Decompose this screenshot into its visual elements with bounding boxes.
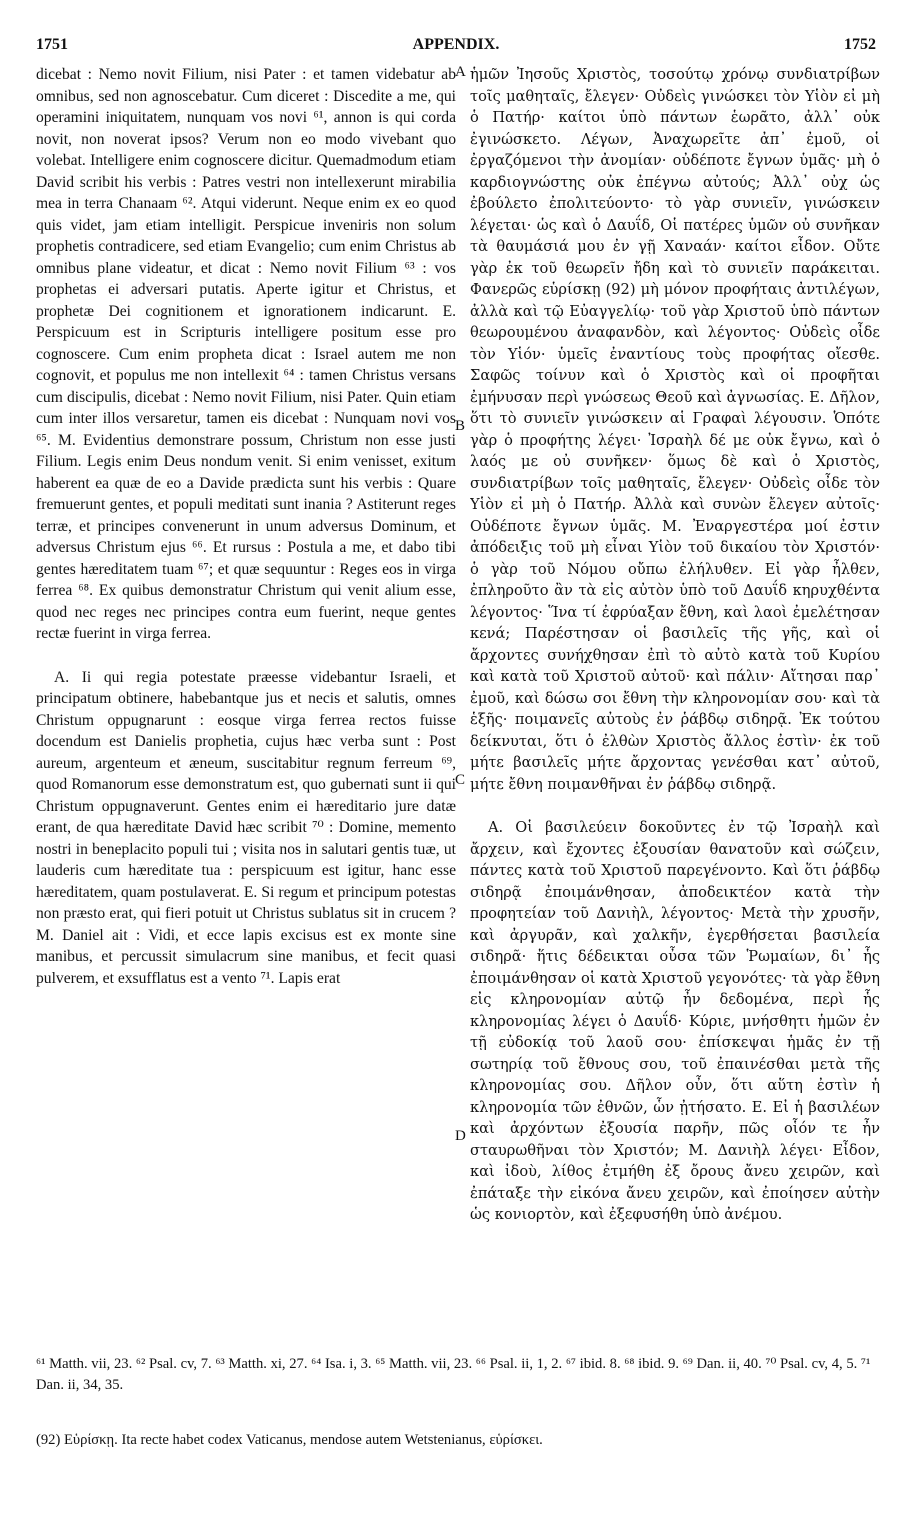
margin-letter-d: D bbox=[455, 1128, 466, 1144]
latin-paragraph-1: dicebat : Nemo novit Filium, nisi Pater : et tamen videbatur ab omnibus, sed non agnoscebatur. Cum diceret : Discedite a me, qui operamini iniquitatem, nunquam vos novi ⁶¹, annon is qui corda novit, non noverat ipsos? Verum non eo modo vivebant quo volebat. Intelligere enim cognoscere dicitur. Quemadmodum etiam David scribit his verbis : Patres vestri non intellexerunt mirabilia mea in terra Chanaam ⁶². Atqui viderunt. Neque enim ex eo quod quis videt, jam etiam intelligit. Perspicue inveniris non solum prophetis contradicere, sed etiam Evangelio; cum enim Christus ab omnibus plane videatur, et dicat : Nemo novit Filium ⁶³ : vos prophetas ei adversari putatis. Aperte igitur et Christus, et prophetæ Dei cognitionem et ignorationem indicarunt. E. Perspicuum est in Scripturis intelligere positum esse pro cognoscere. Cum enim propheta dicat : Israel autem me non cognovit, et populus me non intellexit ⁶⁴ : tamen Christus versans cum discipulis, dicebat : Nemo novit Filium, nisi Pater. Quin etiam cum inter illos versaretur, tamen eis dicebat : Nunquam novi vos ⁶⁵. M. Evidentius demonstrare possum, Christum non esse justi Filium. Legis enim Deus nondum venit. Si enim venisset, exitum haberent ea quæ de eo a Davide prædicta sunt his verbis : Quare fremuerunt gentes, et populi meditati sunt inania ? Astiterunt reges terræ, et principes convenerunt in unum adversus Dominum, et adversus Christum ejus ⁶⁶. Et rursus : Postula a me, et dabo tibi gentes hæreditatem tuam ⁶⁷; et quæ sequuntur : Reges eos in virga ferrea ⁶⁸. Ex quibus demonstratur Christum qui venit alium esse, quod nec reges nec principes contra eum fuerint, neque gentes rectæ fuerint in virga ferrea. bbox=[36, 66, 456, 642]
margin-letter-a: A bbox=[455, 64, 466, 80]
latin-column bbox=[36, 64, 456, 1346]
margin-letters bbox=[455, 0, 471, 1540]
greek-column bbox=[470, 64, 880, 1346]
footnote-references: ⁶¹ Matth. vii, 23. ⁶² Psal. cv, 7. ⁶³ Matth. xi, 27. ⁶⁴ Isa. i, 3. ⁶⁵ Matth. vii, 23. ⁶⁶ Psal. ii, 1, 2. ⁶⁷ ibid. 8. ⁶⁸ ibid. 9. ⁶⁹ Dan. ii, 40. ⁷⁰ Psal. cv, 4, 5. ⁷¹ Dan. ii, 34, 35. bbox=[36, 1356, 871, 1393]
greek-paragraph-1: ἡμῶν Ἰησοῦς Χριστὸς, τοσούτῳ χρόνῳ συνδιατρίβων τοῖς μαθηταῖς, ἔλεγεν· Οὐδεὶς γινώσκει τὸν Υἱὸν εἰ μὴ ὁ Πατήρ· καίτοι ὑπὸ πάντων ἑωρᾶτο, ἀλλ᾽ οὐκ ἐγινώσκετο. Λέγων, Ἀναχωρεῖτε ἀπ᾽ ἐμοῦ, οἱ ἐργαζόμενοι τὴν ἀνομίαν· οὐδέποτε ἔγνων ὑμᾶς· μὴ ὁ καρδιογνώστης οὐκ ἐπέγνω αὐτούς; Ἀλλ᾽ οὐχ ὡς ἐβούλετο ἐπολιτεύοντο· τὸ γὰρ συνιεῖν, γινώσκειν λέγεται· ὡς καὶ ὁ Δαυΐδ, Οἱ πατέρες ὑμῶν οὐ συνῆκαν τὰ θαυμάσιά μου ἐν γῇ Χαναάν· καίτοι εἶδον. Οὔτε γὰρ ἐκ τοῦ θεωρεῖν ἤδη καὶ τὸ συνιεῖν παράκειται. Φανερῶς εὑρίσκῃ (92) μὴ μόνον προφήταις ἀντιλέγων, ἀλλὰ καὶ τῷ Εὐαγγελίῳ· τοῦ γὰρ Χριστοῦ ὑπὸ πάντων θεωρουμένου ἀναφανδὸν, καὶ λέγοντος· Οὐδεὶς οἶδε τὸν Υἱόν· ὑμεῖς ἐναντίους τοὺς προφήτας οἴεσθε. Σαφῶς τοίνυν καὶ ὁ Χριστὸς καὶ οἱ προφῆται ἐμήνυσαν περὶ γνώσεως Θεοῦ καὶ ἀγνωσίας. Ε. Δῆλον, ὅτι τὸ συνιεῖν γινώσκειν αἱ Γραφαὶ λέγουσιν. Ὁπότε γὰρ ὁ προφήτης λέγει· Ἰσραὴλ δέ με οὐκ ἔγνω, καὶ ὁ λαός με οὐ συνῆκεν· ὅμως δὲ καὶ ὁ Χριστὸς, συνδιατρίβων τοῖς μαθηταῖς, ἔλεγεν· Οὐδεὶς οἶδε τὸν Υἱὸν εἰ μὴ ὁ Πατήρ. Ἀλλὰ καὶ συνὼν ἔλεγεν αὐτοῖς· Οὐδέποτε ἔγνων ὑμᾶς. Μ. Ἐναργεστέρα μοί ἐστιν ἀπόδειξις τοῦ μὴ εἶναι Υἱὸν τοῦ δικαίου τὸν Χριστόν· ὁ γὰρ τοῦ Νόμου οὔπω ἐλήλυθεν. Εἰ γὰρ ἦλθεν, ἐπληροῦτο ἂν τὰ εἰς αὐτὸν ὑπὸ τοῦ Δαυΐδ κηρυχθέντα λέγοντος· Ἵνα τί ἐφρύαξαν ἔθνη, καὶ λαοὶ ἐμελέτησαν κενά; Παρέστησαν οἱ βασιλεῖς τῆς γῆς, καὶ οἱ ἄρχοντες συνήχθησαν ἐπὶ τὸ αὐτὸ κατὰ τοῦ Κυρίου καὶ κατὰ τοῦ Χριστοῦ αὐτοῦ· καὶ πάλιν· Αἴτησαι παρ᾽ ἐμοῦ, καὶ δώσω σοι ἔθνη τὴν κληρονομίαν σου· καὶ τὰ ἑξῆς· ποιμανεῖς αὐτοὺς ἐν ῥάβδῳ σιδηρᾷ. Ἐκ τούτου δείκνυται, ὅτι ὁ ἐλθὼν Χριστὸς ἄλλος ἐστὶν· ἐκ τοῦ μήτε βασιλεῖς μήτε ἄρχοντας γενέσθαι κατ᾽ αὐτοῦ, μήτε ἔθνη ποιμανθῆναι ἐν ῥάβδῳ σιδηρᾷ. bbox=[470, 66, 880, 793]
margin-letter-b: B bbox=[455, 418, 466, 434]
page-number-left: 1751 bbox=[36, 36, 68, 53]
footnote-92: (92) Εὑρίσκῃ. Ita recte habet codex Vaticanus, mendose autem Wetstenianus, εὑρίσκει. bbox=[36, 1432, 543, 1448]
running-title: APPENDIX. bbox=[412, 36, 500, 53]
greek-paragraph-2: Α. Οἱ βασιλεύειν δοκοῦντες ἐν τῷ Ἰσραὴλ καὶ ἄρχειν, καὶ ἔχοντες ἐξουσίαν θανατοῦν καὶ σώζειν, πάντες κατὰ τοῦ Χριστοῦ παρεγένοντο. Καὶ ὅτι ῥάβδῳ σιδηρᾷ ἐποιμάνθησαν, ἀποδεικτέον κατὰ τὴν προφητείαν τοῦ Δανιὴλ, λέγοντος· Μετὰ τὴν χρυσῆν, καὶ ἀργυρᾶν, καὶ χαλκῆν, ἐγερθήσεται βασιλεία σιδηρᾶ· ἥτις δέδεικται οὖσα τῶν Ῥωμαίων, δι᾽ ἧς ἐποιμάνθησαν οἱ κατὰ Χριστοῦ γεγονότες· τὰ γὰρ ἔθνη εἰς κληρονομίαν αὐτῷ ἦν δεδομένα, περὶ ἧς κληρονομίας λέγει ὁ Δαυΐδ· Κύριε, μνήσθητι ἡμῶν ἐν τῇ εὐδοκίᾳ τοῦ λαοῦ σου· ἐπίσκεψαι ἡμᾶς ἐν τῇ σωτηρίᾳ τοῦ ἔθνους σου, τοῦ ἐπαινέσθαι μετὰ τῆς κληρονομίας σου. Δῆλον οὖν, ὅτι αὕτη ἐστὶν ἡ κληρονομία τῶν ἐθνῶν, ὧν ᾐτήσατο. Ε. Εἰ ἡ βασιλέων καὶ ἀρχόντων ἐξουσία παρῆν, πῶς οἷόν τε ἦν σταυρωθῆναι τὸν Χριστόν; Μ. Δανιὴλ λέγει· Εἶδον, καὶ ἰδοὺ, λίθος ἐτμήθη ἐξ ὄρους ἄνευ χειρῶν, καὶ ἐπάταξε τὴν εἰκόνα ἄνευ χειρῶν, καὶ ἐποίησεν αὐτὴν ὡς κονιορτὸν, καὶ ἐξεφυσήθη ὑπὸ ἀνέμου. bbox=[470, 819, 880, 1223]
latin-paragraph-2: A. Ii qui regia potestate præesse videbantur Israeli, et principatum obtinere, habebantque jus et necis et salutis, omnes Christum oppugnarunt : eosque virga ferrea rectos fuisse docendum est Danielis prophetia, cujus hæc verba sunt : Post aureum, argenteum et æneum, suscitabitur regnum ferreum ⁶⁹, quod Romanorum esse demonstratum est, quo gubernati sunt ii qui Christum oppugnaverunt. Gentes enim ei hæreditario jure datæ erant, de qua hæreditate David hæc scribit ⁷⁰ : Domine, memento nostri in beneplacito populi tui ; visita nos in salutari gentis tuæ, ut lauderis cum hæreditate tua : perspicuum est igitur, hanc esse hæreditatem, quam postulaverat. E. Si regum et principum potestas non præsto erat, qui fieri potuit ut Christus sublatus sit in crucem ? M. Daniel ait : Vidi, et ecce lapis excisus est ex monte sine manibus, et percussit simulacrum sine manibus, et fecit quasi pulverem, et exsufflatus est a vento ⁷¹. Lapis erat bbox=[36, 668, 456, 987]
margin-letter-c: C bbox=[455, 772, 466, 788]
page-number-right: 1752 bbox=[844, 36, 876, 53]
